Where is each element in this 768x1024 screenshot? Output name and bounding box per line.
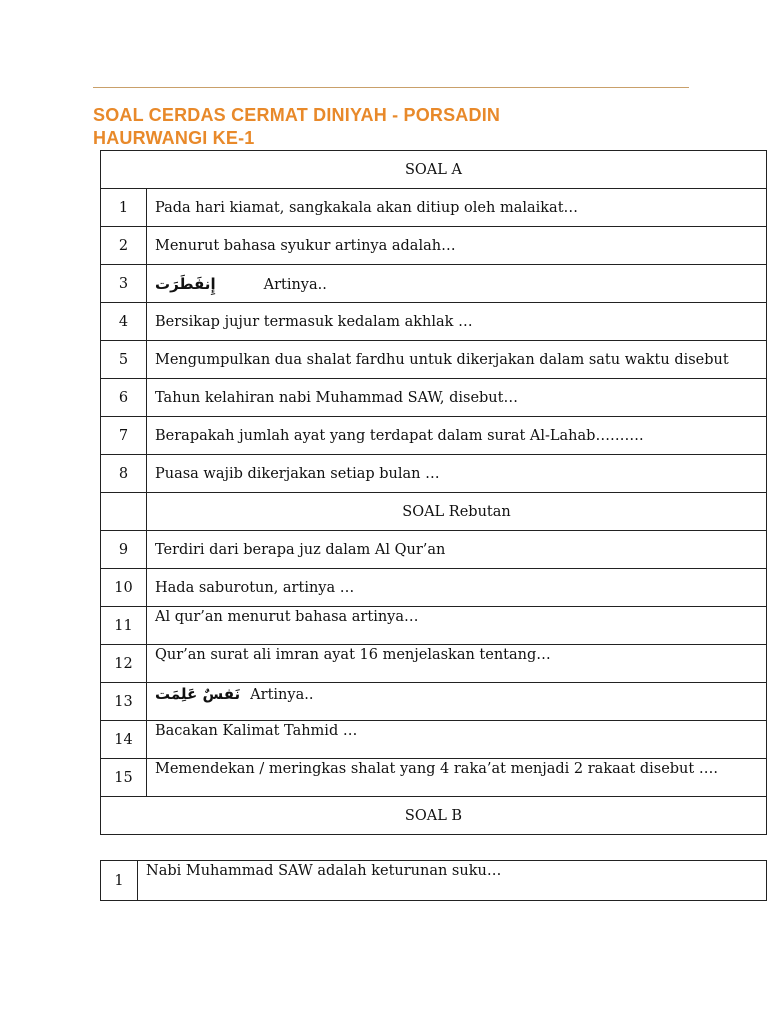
question-number: 10 (101, 569, 147, 607)
question-text: Al qur’an menurut bahasa artinya… (147, 607, 767, 645)
arabic-word: إِنفَطَرَت (155, 274, 216, 293)
question-text: Qur’an surat ali imran ayat 16 menjelaskan tentang… (147, 645, 767, 683)
table-row (101, 861, 767, 901)
question-text: Pada hari kiamat, sangkakala akan ditiup oleh malaikat… (147, 189, 767, 227)
question-number: 6 (101, 379, 147, 417)
table-row (101, 607, 767, 645)
table-row (101, 721, 767, 759)
question-text: Menurut bahasa syukur artinya adalah… (147, 227, 767, 265)
table-row (101, 569, 767, 607)
question-number: 12 (101, 645, 147, 683)
question-number: 3 (101, 265, 147, 303)
table-row (101, 455, 767, 493)
title-line-2: HAURWANGI KE-1 (93, 128, 255, 148)
question-number: 14 (101, 721, 147, 759)
section-header-row (101, 797, 767, 835)
title-line-1: SOAL CERDAS CERMAT DINIYAH - PORSADIN (93, 105, 501, 125)
question-number: 15 (101, 759, 147, 797)
question-number: 1 (101, 189, 147, 227)
question-text: Puasa wajib dikerjakan setiap bulan … (147, 455, 767, 493)
question-text: Terdiri dari berapa juz dalam Al Qur’an (147, 531, 767, 569)
arabic-phrase: نَفسٌ عَلِمَت (155, 685, 241, 703)
question-number: 8 (101, 455, 147, 493)
question-number: 1 (101, 861, 138, 901)
question-text: Hada saburotun, artinya … (147, 569, 767, 607)
table-row (101, 341, 767, 379)
soal-b-table (100, 860, 767, 901)
table-row (101, 379, 767, 417)
table-row (101, 645, 767, 683)
question-number: 9 (101, 531, 147, 569)
question-cell (147, 265, 767, 303)
table-row (101, 759, 767, 797)
question-number: 11 (101, 607, 147, 645)
section-header-soal-a: SOAL A (101, 151, 767, 189)
question-text: Artinya.. (263, 276, 327, 293)
question-number: 5 (101, 341, 147, 379)
questions-table (100, 150, 767, 835)
section-header-soal-rebutan: SOAL Rebutan (147, 493, 767, 531)
question-number: 4 (101, 303, 147, 341)
question-text: Memendekan / meringkas shalat yang 4 raka’at menjadi 2 rakaat disebut …. (147, 759, 767, 797)
empty-number-cell (101, 493, 147, 531)
header-rule (93, 87, 689, 88)
question-text: Mengumpulkan dua shalat fardhu untuk dikerjakan dalam satu waktu disebut (147, 341, 767, 379)
table-row (101, 265, 767, 303)
question-number: 2 (101, 227, 147, 265)
section-header-row (101, 151, 767, 189)
question-text: Bersikap jujur termasuk kedalam akhlak … (147, 303, 767, 341)
question-text: Berapakah jumlah ayat yang terdapat dalam surat Al-Lahab………. (147, 417, 767, 455)
section-header-row (101, 493, 767, 531)
table-row (101, 227, 767, 265)
table-row (101, 189, 767, 227)
question-text: Artinya.. (250, 687, 314, 703)
question-number: 7 (101, 417, 147, 455)
question-text: Bacakan Kalimat Tahmid … (147, 721, 767, 759)
table-row (101, 303, 767, 341)
question-text: Tahun kelahiran nabi Muhammad SAW, disebut… (147, 379, 767, 417)
question-number: 13 (101, 683, 147, 721)
section-header-soal-b: SOAL B (101, 797, 767, 835)
table-row (101, 683, 767, 721)
table-row (101, 531, 767, 569)
table-row (101, 417, 767, 455)
question-cell (147, 683, 767, 721)
document-title (93, 104, 653, 150)
question-text: Nabi Muhammad SAW adalah keturunan suku… (138, 861, 767, 901)
